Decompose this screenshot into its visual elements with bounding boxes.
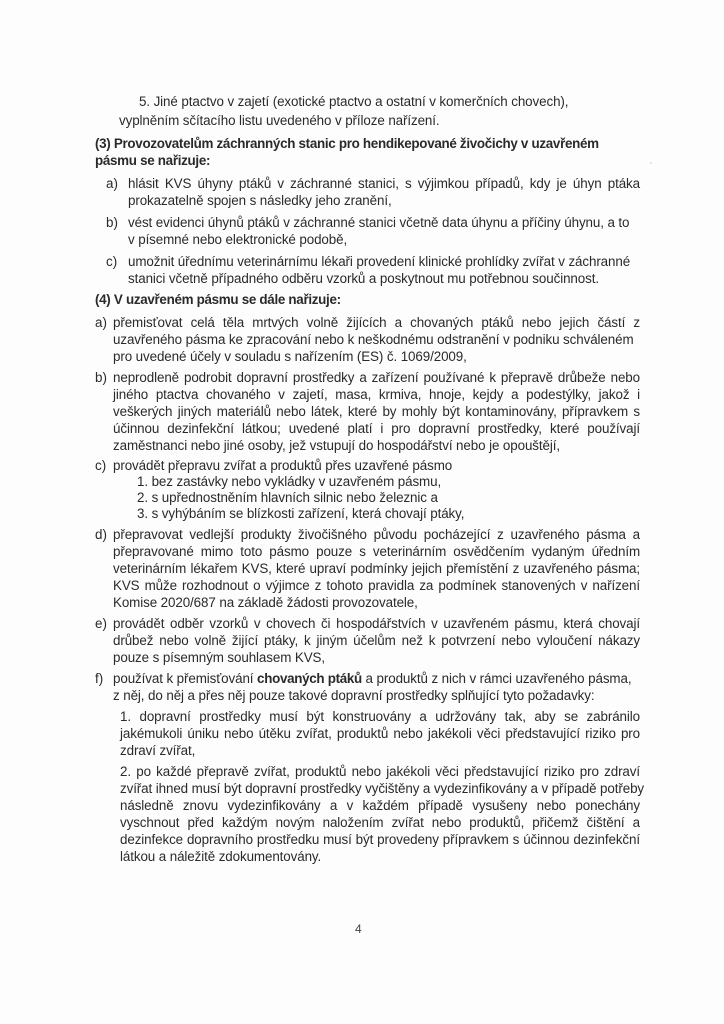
section4-item-f-sub2-line: 2. po každé přepravě zvířat, produktů nebo jakékoli věci představující riziko pro zdraví — [120, 764, 640, 779]
section4-item-a-line: uzavřeného pásma ke zpracování nebo k neškodnému odstranění v podniku schváleném — [113, 332, 634, 347]
intro-item-5: 5. Jiné ptactvo v zajetí (exotické ptactvo a ostatní v komerčních chovech), — [139, 94, 569, 109]
section4-item-f-sub2-line: látkou a náležitě zdokumentovány. — [120, 849, 322, 864]
section4-item-b-line: účinnou dezinfekční látkou; uvedené platí i pro dopravní prostředky, které používají — [113, 421, 640, 436]
section4-item-c-label: c) — [95, 458, 107, 473]
section4-item-e-label: e) — [95, 616, 107, 631]
section3-item-b-line: vést evidenci úhynů ptáků v záchranné stanici včetně data úhynu a příčiny úhynu, a to — [128, 215, 630, 230]
section3-item-b-line: v písemné nebo elektronické podobě, — [128, 232, 348, 247]
section4-item-d-line: přepravované mimo toto pásmo pouze s veterinárním osvědčením vydaným úředním — [113, 544, 640, 559]
section4-item-a-line: přemisťovat celá těla mrtvých volně žijících a chovaných ptáků nebo jejich částí z — [113, 315, 640, 330]
section4-item-a-line: pro uvedené účely v souladu s nařízením (ES) č. 1069/2009, — [113, 349, 467, 364]
scan-speck — [650, 162, 652, 164]
section3-item-b-label: b) — [106, 215, 118, 230]
section3-heading-line1: (3) Provozovatelům záchranných stanic pro hendikepované živočichy v uzavřeném — [95, 136, 599, 151]
section4-item-b-line: veškerých jiných materiálů nebo látek, které by mohly být kontaminovány, přípravkem s — [113, 404, 640, 419]
section4-item-a-label: a) — [95, 315, 107, 330]
section4-item-f-line1-pre: používat k přemisťování — [113, 671, 258, 686]
section4-item-c-subitem: 2. s upřednostněním hlavních silnic nebo železnic a — [137, 490, 438, 505]
section4-item-f-sub2-line: dezinfekce dopravního prostředku musí být provedeny přípravkem s účinnou dezinfekční — [120, 832, 640, 847]
section4-item-d-line: veterinárním lékařem KVS, které upraví podmínky jejich přemístění z uzavřeného pásma; — [113, 561, 640, 576]
section4-item-f-sub2-line: zvířat ihned musí být dopravní prostředky vyčištěny a vydezinfikovány a v případě potřeby — [120, 781, 645, 796]
section4-item-e-line: provádět odběr vzorků v chovech či hospodářstvích v uzavřeném pásmu, která chovají — [113, 616, 640, 631]
section4-item-b-line: zaměstnanci nebo jiné osoby, jež vstupují do hospodářství nebo je opouštějí, — [113, 438, 560, 453]
section4-item-c-subitem: 3. s vyhýbáním se blízkosti zařízení, která chovají ptáky, — [137, 506, 465, 521]
section4-item-b-line: neprodleně podrobit dopravní prostředky a zařízení používané k přepravě drůbeže nebo — [113, 370, 640, 385]
section3-item-a-line: prokazatelně spojen s následky jeho zranění, — [128, 193, 392, 208]
section4-item-f-sub1-line: jakémukoli úniku nebo útěku zvířat, produktů nebo jakékoli věci představující riziko pro — [120, 726, 640, 741]
page-number: 4 — [355, 922, 362, 936]
section3-heading-line2: pásmu se nařizuje: — [95, 153, 211, 168]
section3-item-a-label: a) — [106, 176, 118, 191]
section4-item-c-line: provádět přepravu zvířat a produktů přes uzavřené pásmo — [113, 458, 453, 473]
section4-heading: (4) V uzavřeném pásmu se dále nařizuje: — [95, 292, 341, 307]
section4-item-c-subitem: 1. bez zastávky nebo vykládky v uzavřeném pásmu, — [137, 474, 442, 489]
section4-item-e-line: drůbež nebo volně žijící ptáky, k jiným účelům než k potvrzení nebo vyloučení nákazy — [113, 633, 640, 648]
section3-item-c-line: umožnit úřednímu veterinárnímu lékaři provedení klinické prohlídky zvířat v záchranné — [128, 254, 631, 269]
section4-item-f-sub1-line: zdraví zvířat, — [120, 743, 196, 758]
intro-tail: vyplněním sčítacího listu uvedeného v příloze nařízení. — [119, 113, 440, 128]
section3-item-c-line: stanici včetně případného odběru vzorků a poskytnout mu potřebnou součinnost. — [128, 271, 599, 286]
section4-item-b-line: jiného ptactva chovaného v zajetí, masa, krmiva, hnoje, kejdy a podestýlky, jakož i — [113, 387, 640, 402]
section4-item-d-line: KVS může rozhodnout o výjimce z tohoto pravidla za podmínek stanovených v nařízení — [113, 578, 640, 593]
section4-item-e-line: pouze s písemným souhlasem KVS, — [113, 650, 325, 665]
section4-item-f-sub1-line: 1. dopravní prostředky musí být konstruovány a udržovány tak, aby se zabránilo — [120, 709, 640, 724]
section4-item-f-line1 — [113, 671, 631, 687]
section4-item-d-label: d) — [95, 527, 107, 542]
section4-item-f-label: f) — [95, 671, 104, 686]
section4-item-d-line: přepravovat vedlejší produkty živočišného původu pocházející z uzavřeného pásma a — [113, 527, 640, 542]
section3-item-a-line: hlásit KVS úhyny ptáků v záchranné stanici, s výjimkou případů, kdy je úhyn ptáka — [128, 176, 640, 191]
section4-item-f-line1-post: a produktů z nich v rámci uzavřeného pásma, — [361, 671, 632, 686]
section4-item-f-sub2-line: následně znovu vydezinfikovány a v každém případě vysušeny nebo ponechány — [120, 798, 640, 813]
section4-item-d-line: Komise 2020/687 na základě žádosti provozovatele, — [113, 595, 418, 610]
section4-item-b-label: b) — [95, 370, 107, 385]
section4-item-f-line2: z něj, do něj a přes něj pouze takové dopravní prostředky splňující tyto požadavky: — [113, 688, 595, 703]
section3-item-c-label: c) — [106, 254, 118, 269]
section4-item-f-sub2-line: vyschnout před každým novým naložením zvířat nebo produktů, přičemž čištění a — [120, 815, 640, 830]
section4-item-f-line1-bold: chovaných ptáků — [257, 671, 362, 686]
